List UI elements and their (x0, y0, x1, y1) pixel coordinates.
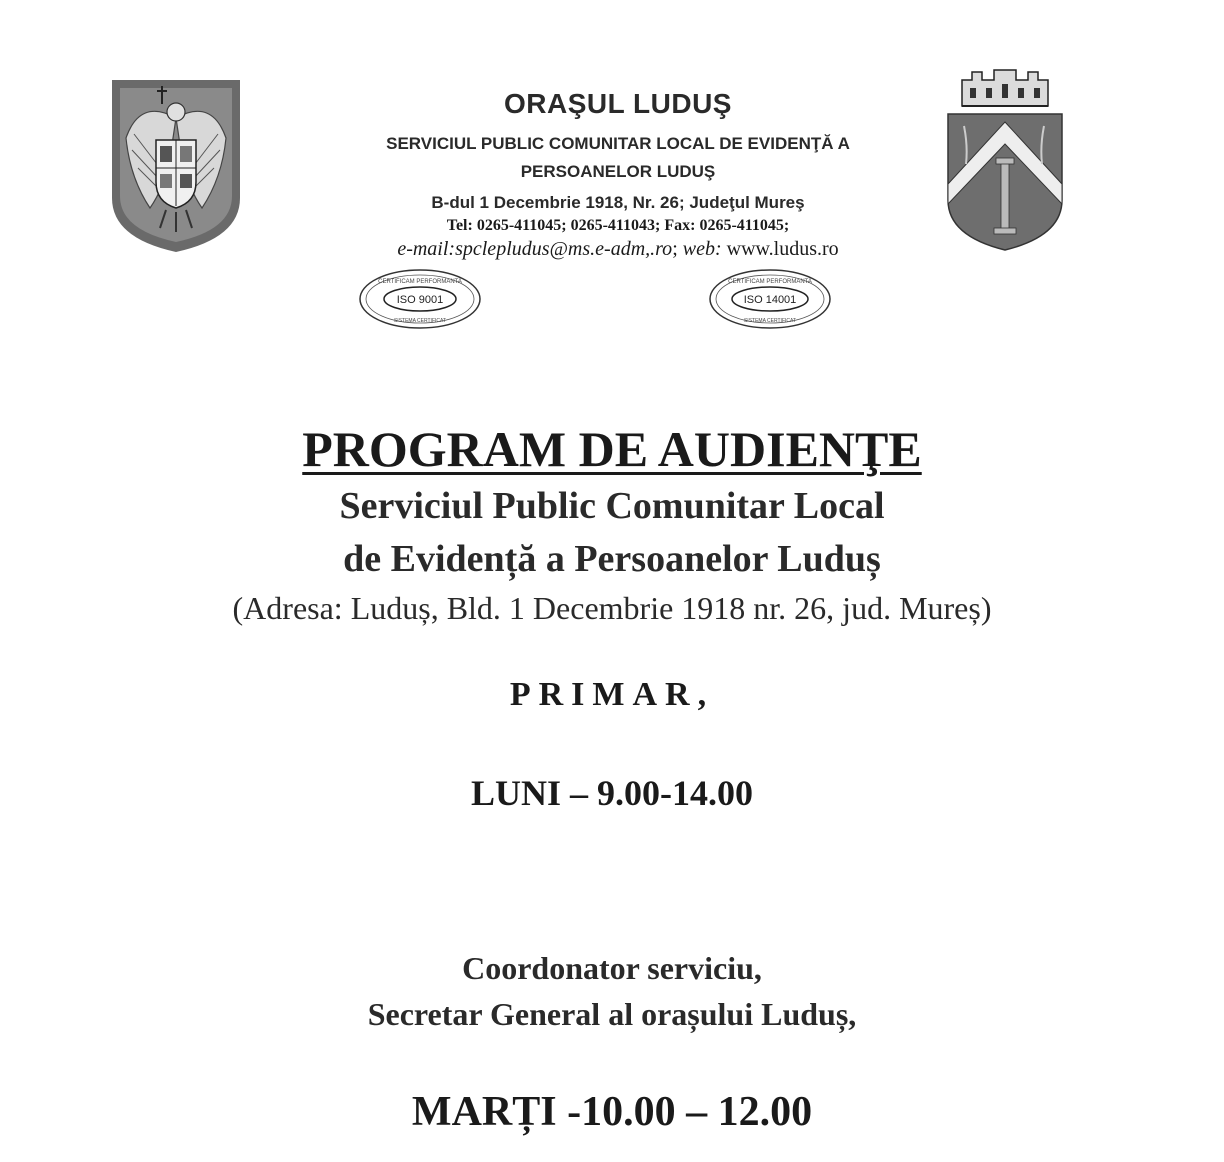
iso-14001-label: ISO 14001 (743, 294, 797, 306)
mayor-hours: LUNI – 9.00-14.00 (470, 773, 753, 813)
service-name-line1: SERVICIUL PUBLIC COMUNITAR LOCAL DE EVIDENŢĂ A (386, 134, 850, 153)
romania-coat-of-arms (110, 78, 242, 254)
email-link[interactable]: spclepludus@ms.e-adm,.ro (455, 238, 673, 260)
service-line1: Serviciul Public Comunitar Local (339, 485, 885, 527)
mayor-title: PRIMAR, (509, 676, 715, 713)
coordinator-title-line1: Coordonator serviciu, (462, 950, 762, 986)
iso-14001-ring-bottom: SISTEMA CERTIFICAT (743, 318, 797, 324)
header-email-web (250, 238, 986, 261)
iso-9001-seal (358, 268, 482, 330)
service-line2: de Evidență a Persoanelor Luduș (343, 538, 881, 580)
iso-14001-seal (708, 268, 832, 330)
web-label: web: (682, 238, 722, 260)
iso-9001-label: ISO 9001 (396, 294, 444, 306)
coordinator-title-line2: Secretar General al orașului Luduș, (367, 996, 857, 1032)
city-name: ORAŞUL LUDUŞ (504, 88, 732, 119)
service-address: (Adresa: Luduș, Bld. 1 Decembrie 1918 nr. 26, jud. Mureș) (232, 590, 992, 626)
service-name-line2: PERSOANELOR LUDUŞ (520, 162, 716, 181)
iso-14001-ring-top: CERTIFICAM PERFORMANTA (728, 279, 812, 285)
web-link[interactable]: www.ludus.ro (721, 238, 839, 260)
document-title (0, 420, 1224, 478)
email-web-separator: ; (672, 238, 683, 260)
email-label: e-mail: (397, 238, 456, 260)
header-address: B-dul 1 Decembrie 1918, Nr. 26; Judeţul Mureş (431, 193, 805, 212)
coordinator-hours: MARȚI -10.00 – 12.00 (411, 1089, 813, 1135)
iso-9001-ring-bottom: SISTEMA CERTIFICAT (393, 318, 447, 324)
document-title-text: PROGRAM DE AUDIENŢE (302, 421, 922, 477)
iso-9001-ring-top: CERTIFICAM PERFORMANTA (378, 279, 462, 285)
header-contact: Tel: 0265-411045; 0265-411043; Fax: 0265-411045; (446, 217, 790, 234)
